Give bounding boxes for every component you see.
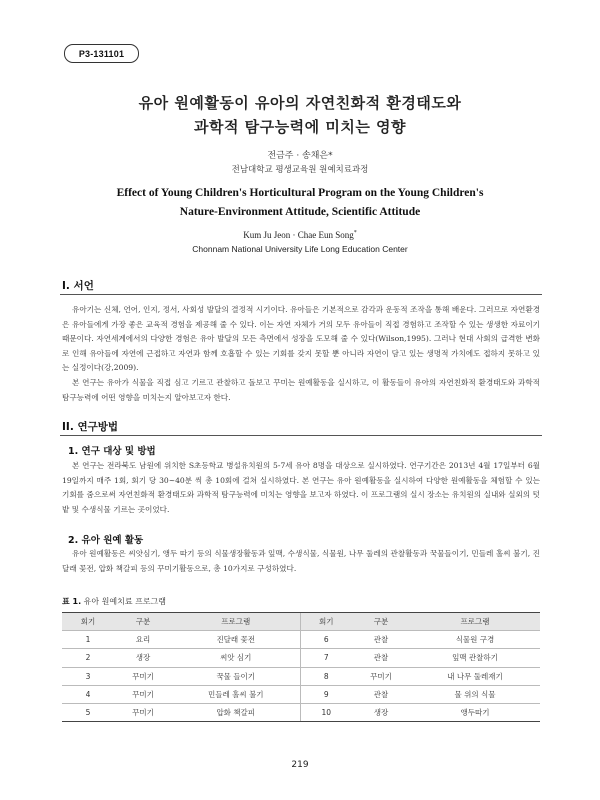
table-header-cell: 프로그램: [172, 613, 300, 631]
table-cell: 꾸미기: [114, 685, 172, 703]
subsection-heading-subjects: 1. 연구 대상 및 방법: [68, 446, 156, 457]
authors-english-names: Kum Ju Jeon · Chae Eun Song: [243, 230, 354, 240]
table-cell: 꾸미기: [352, 667, 410, 685]
table-cell: 씨앗 심기: [172, 649, 300, 667]
authors-english: [100, 230, 500, 240]
title-english-line1: Effect of Young Children's Horticultural Program on the Young Children's: [116, 187, 484, 199]
table-cell: 10: [300, 703, 352, 721]
intro-paragraph-2: 본 연구는 유아가 식물을 직접 심고 기르고 관찰하고 돌보고 꾸미는 원예활동을 실시하고, 이 활동들이 유아의 자연친화적 환경태도와 과학적 탐구능력에 어떤 영향을 미치는지 알아보고자 한다.: [62, 378, 540, 402]
title-english-line2: Nature-Environment Attitude, Scientific Attitude: [179, 206, 421, 218]
table-cell: 3: [62, 667, 114, 685]
section-divider: [60, 294, 542, 295]
table-row: [62, 667, 540, 685]
table-caption-label: 표 1.: [62, 597, 82, 606]
section-heading-intro: I. 서언: [62, 280, 94, 292]
table-header-cell: 구분: [114, 613, 172, 631]
table-header-cell: 회기: [62, 613, 114, 631]
table-header-cell: 프로그램: [410, 613, 540, 631]
corresponding-author-mark: *: [353, 230, 357, 236]
table-row: [62, 649, 540, 667]
table-cell: 관찰: [352, 631, 410, 649]
subsection-heading-activities: 2. 유아 원예 활동: [68, 535, 144, 546]
table-cell: 생장: [114, 649, 172, 667]
table-cell: 7: [300, 649, 352, 667]
table-cell: 8: [300, 667, 352, 685]
table-cell: 앵두따기: [410, 703, 540, 721]
table-cell: 4: [62, 685, 114, 703]
table-cell: 9: [300, 685, 352, 703]
table-cell: 내 나무 둘레재기: [410, 667, 540, 685]
title-korean-line1: 유아 원예활동이 유아의 자연친화적 환경태도와: [138, 94, 462, 112]
table-header-row: [62, 613, 540, 631]
section-divider: [60, 435, 542, 436]
section-heading-methods: II. 연구방법: [62, 421, 119, 433]
table-cell: 꾹물 들이기: [172, 667, 300, 685]
table-row: [62, 703, 540, 721]
table-cell: 요리: [114, 631, 172, 649]
table-cell: 민들레 홀씨 불기: [172, 685, 300, 703]
affiliation-korean: 전남대학교 평생교육원 원예치료과정: [231, 165, 369, 175]
table-cell: 꾸미기: [114, 667, 172, 685]
intro-paragraph-1: 유아기는 신체, 언어, 인지, 정서, 사회성 발달의 결정적 시기이다. 유아들은 기본적으로 감각과 운동적 조작을 통해 배운다. 그러므로 자연환경은 유아들에게 가장 좋은 교육적 경험을 제공해 줄 수 있다. 이는 자연 자체가 거의 모두 유아들이 직접 경험하고 조작할 수 있는 생생한 자료이기 때문이다. 자연세계에서의 다양한 경험은 유아 발달의 모든 측면에서 성장을 도모해 줄 수 있다(Wilson,1995). 그러나 현대 사회의 급격한 변화로 인해 유아들에 자연에 근접하고 자연과 함께 호흡할 수 있는 기회를 갖지 못할 뿐 아니라 자연이 담고 있는 생명적 가치에도 접하지 못하고 있는 실정이다(강,2009).: [62, 305, 540, 373]
table-cell: 물 위의 식물: [410, 685, 540, 703]
table-row: [62, 631, 540, 649]
table-cell: 압화 책갈피: [172, 703, 300, 721]
table-cell: 관찰: [352, 649, 410, 667]
methods-paragraph-subjects: 본 연구는 전라북도 남원에 위치한 S초등학교 병설유치원의 5-7세 유아 8명을 대상으로 실시하였다. 연구기간은 2013년 4월 17일부터 6월 19일까지 매주 1회, 회기 당 30~40분 씩 총 10회에 걸쳐 실시하였다. 본 연구는 유아 원예활동을 실시하여 다양한 원예활동을 체험할 수 있는 기회를 줌으로써 자연친화적 환경태도와 과학적 탐구능력에 미치는 영향을 보고자 하였다. 이 프로그램의 실시 장소는 유치원의 실내와 실외의 텃밭 및 수생식물 기르는 곳이었다.: [62, 461, 540, 514]
title-korean-line2: 과학적 탐구능력에 미치는 영향: [193, 118, 407, 136]
abstract-code-badge: P3-131101: [64, 44, 139, 63]
table-cell: 식물원 구경: [410, 631, 540, 649]
authors-korean: 전금주 · 송채은*: [267, 151, 333, 161]
table-cell: 5: [62, 703, 114, 721]
table-caption: [62, 596, 166, 607]
table-header-cell: 회기: [300, 613, 352, 631]
affiliation-english: Chonnam National University Life Long Education Center: [192, 244, 408, 254]
table-cell: 꾸미기: [114, 703, 172, 721]
table-cell: 관찰: [352, 685, 410, 703]
table-caption-text: 유아 원예치료 프로그램: [83, 597, 167, 606]
table-cell: 진달래 꽃전: [172, 631, 300, 649]
table-cell: 1: [62, 631, 114, 649]
table-cell: 2: [62, 649, 114, 667]
table-cell: 잎맥 관찰하기: [410, 649, 540, 667]
table-cell: 생장: [352, 703, 410, 721]
methods-paragraph-activities: 유아 원예활동은 씨앗심기, 앵두 따기 등의 식물생장활동과 잎맥, 수생식물, 식물원, 나무 둘레의 관찰활동과 꾹물들이기, 민들레 홀씨 불기, 진달래 꽃전, 압화 책갈피 등의 꾸미기활동으로, 총 10가지로 구성하였다.: [62, 549, 540, 573]
page-number: 219: [291, 760, 309, 770]
table-cell: 6: [300, 631, 352, 649]
program-table: [62, 612, 540, 722]
table-row: [62, 685, 540, 703]
table-header-cell: 구분: [352, 613, 410, 631]
